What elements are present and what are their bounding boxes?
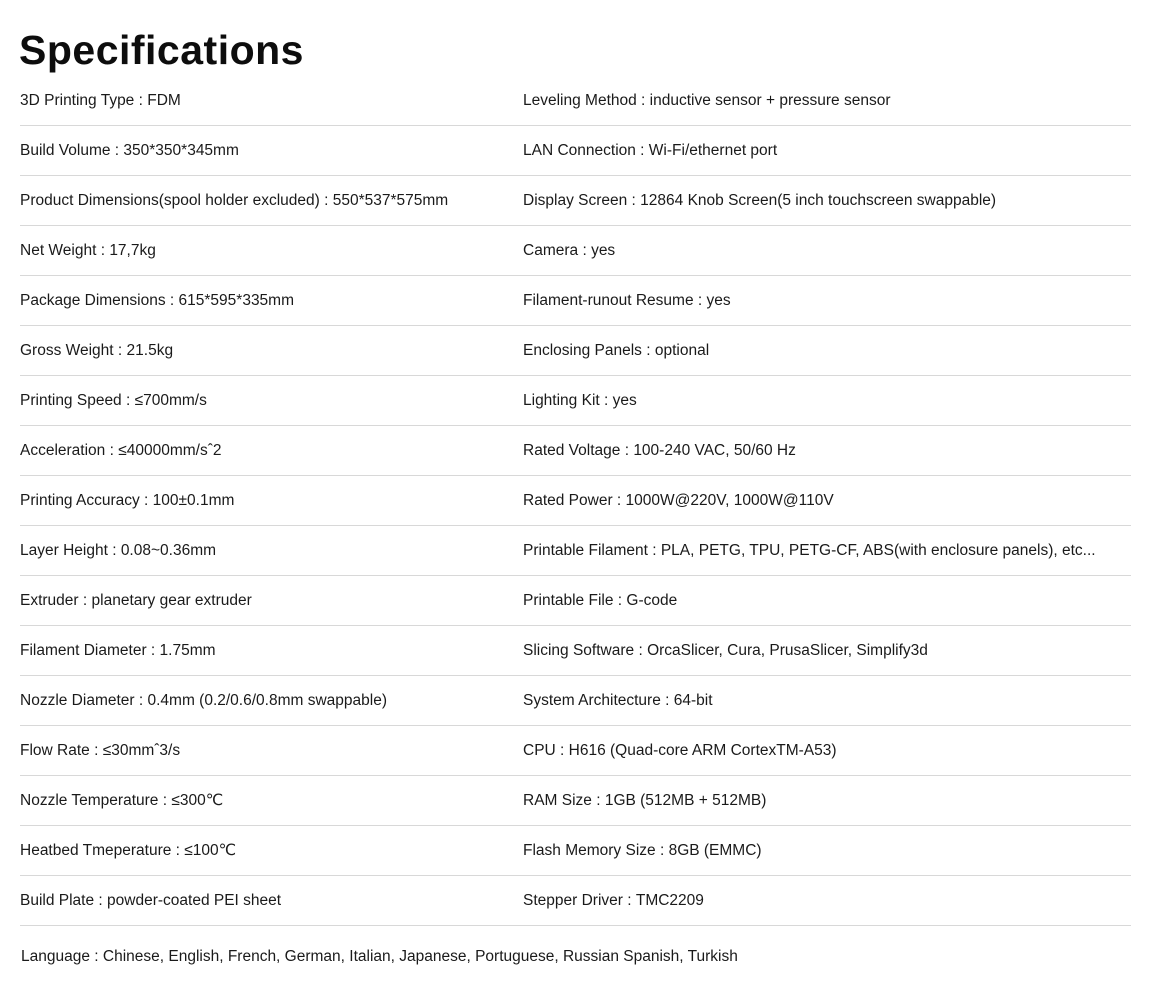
spec-separator: :	[555, 741, 569, 759]
spec-separator: :	[655, 841, 669, 859]
spec-separator: :	[139, 491, 153, 509]
spec-value: inductive sensor + pressure sensor	[649, 91, 891, 109]
spec-separator: :	[635, 141, 649, 159]
spec-separator: :	[599, 391, 613, 409]
spec-language	[21, 930, 738, 984]
spec-value: 350*350*345mm	[123, 141, 239, 159]
spec-row	[20, 826, 1131, 876]
spec-item-right	[523, 776, 1131, 825]
spec-separator: :	[641, 341, 655, 359]
spec-label: Filament-runout Resume	[523, 291, 694, 309]
spec-row	[20, 676, 1131, 726]
spec-value: Wi-Fi/ethernet port	[648, 141, 778, 159]
spec-item-right	[523, 476, 1131, 525]
spec-separator: :	[94, 891, 108, 909]
spec-label: Product Dimensions(spool holder excluded)	[20, 191, 320, 209]
spec-label: Build Plate	[20, 891, 95, 909]
spec-value: ≤700mm/s	[134, 391, 207, 409]
spec-value: G-code	[626, 591, 678, 609]
spec-row	[20, 776, 1131, 826]
spec-label: 3D Printing Type	[20, 91, 135, 109]
spec-label: Printing Accuracy	[20, 491, 140, 509]
spec-separator: :	[113, 341, 127, 359]
spec-separator: :	[107, 541, 121, 559]
spec-item-left	[20, 626, 523, 675]
spec-value: 64-bit	[673, 691, 713, 709]
spec-separator: :	[78, 591, 92, 609]
spec-row	[20, 176, 1131, 226]
spec-label: Heatbed Tmeperature	[20, 841, 172, 859]
spec-label: Enclosing Panels	[523, 341, 642, 359]
spec-separator: :	[613, 591, 627, 609]
spec-separator: :	[319, 191, 333, 209]
spec-value: H616 (Quad-core ARM CortexTM-A53)	[568, 741, 837, 759]
spec-label: Slicing Software	[523, 641, 635, 659]
spec-item-right	[523, 326, 1131, 375]
spec-label: Printable Filament	[523, 541, 648, 559]
spec-label: Nozzle Temperature	[20, 791, 159, 809]
spec-row	[20, 276, 1131, 326]
spec-value: yes	[591, 241, 616, 259]
spec-value: 1.75mm	[159, 641, 216, 659]
spec-label: Language	[21, 948, 90, 965]
spec-label: Display Screen	[523, 191, 628, 209]
spec-item-left	[20, 676, 523, 725]
spec-separator: :	[96, 241, 110, 259]
spec-value: TMC2209	[635, 891, 704, 909]
spec-separator: :	[636, 91, 650, 109]
spec-table	[20, 76, 1131, 926]
spec-row	[20, 226, 1131, 276]
spec-item-right	[523, 726, 1131, 775]
spec-label: Net Weight	[20, 241, 97, 259]
spec-separator: :	[146, 641, 160, 659]
spec-separator: :	[693, 291, 707, 309]
spec-item-right	[523, 176, 1131, 225]
spec-item-left	[20, 726, 523, 775]
spec-label: Rated Power	[523, 491, 613, 509]
spec-item-right	[523, 626, 1131, 675]
spec-label: Lighting Kit	[523, 391, 600, 409]
spec-label: Stepper Driver	[523, 891, 623, 909]
spec-item-right	[523, 276, 1131, 325]
spec-label: Nozzle Diameter	[20, 691, 135, 709]
spec-row	[20, 476, 1131, 526]
spec-separator: :	[612, 491, 626, 509]
spec-row	[20, 376, 1131, 426]
spec-label: Flow Rate	[20, 741, 90, 759]
spec-label: Leveling Method	[523, 91, 637, 109]
spec-label: Gross Weight	[20, 341, 114, 359]
spec-item-right	[523, 226, 1131, 275]
spec-value: PLA, PETG, TPU, PETG-CF, ABS(with enclosure panels), etc...	[660, 541, 1096, 559]
spec-value: FDM	[147, 91, 181, 109]
spec-row	[20, 326, 1131, 376]
spec-separator: :	[620, 441, 634, 459]
spec-label: Extruder	[20, 591, 79, 609]
spec-separator: :	[121, 391, 135, 409]
spec-item-right	[523, 576, 1131, 625]
spec-value: powder-coated PEI sheet	[107, 891, 282, 909]
spec-value: OrcaSlicer, Cura, PrusaSlicer, Simplify3d	[647, 641, 928, 659]
spec-item-left	[20, 376, 523, 425]
spec-item-left	[20, 426, 523, 475]
spec-value: ≤100℃	[184, 842, 237, 859]
spec-row	[20, 726, 1131, 776]
spec-row	[20, 576, 1131, 626]
spec-label: Printable File	[523, 591, 614, 609]
spec-value: 0.08~0.36mm	[120, 541, 217, 559]
spec-row	[20, 426, 1131, 476]
spec-separator: :	[165, 291, 179, 309]
spec-label: Filament Diameter	[20, 641, 147, 659]
spec-value: 0.4mm (0.2/0.6/0.8mm swappable)	[147, 691, 387, 709]
spec-item-left	[20, 476, 523, 525]
page-title: Specifications	[19, 27, 304, 73]
spec-item-left	[20, 776, 523, 825]
spec-separator: :	[647, 541, 661, 559]
spec-item-left	[20, 526, 523, 575]
spec-separator: :	[89, 948, 103, 965]
spec-item-left	[20, 76, 523, 125]
spec-separator: :	[660, 691, 674, 709]
spec-value: optional	[654, 341, 710, 359]
spec-separator: :	[578, 241, 592, 259]
spec-item-right	[523, 376, 1131, 425]
spec-label: System Architecture	[523, 691, 661, 709]
spec-label: Layer Height	[20, 541, 108, 559]
spec-row	[20, 126, 1131, 176]
spec-item-right	[523, 426, 1131, 475]
spec-separator: :	[171, 841, 185, 859]
spec-value: Chinese, English, French, German, Italian, Japanese, Portuguese, Russian Spanish, Turkish	[102, 948, 738, 965]
spec-label: Acceleration	[20, 441, 106, 459]
spec-value: ≤300℃	[171, 792, 224, 809]
spec-value: 100±0.1mm	[152, 491, 235, 509]
spec-label: Camera	[523, 241, 579, 259]
spec-label: RAM Size	[523, 791, 592, 809]
spec-label: Build Volume	[20, 141, 111, 159]
spec-value: 21.5kg	[126, 341, 174, 359]
spec-item-left	[20, 126, 523, 175]
spec-separator: :	[89, 741, 103, 759]
spec-item-right	[523, 876, 1131, 925]
spec-label: LAN Connection	[523, 141, 636, 159]
spec-value: 615*595*335mm	[178, 291, 295, 309]
spec-separator: :	[134, 691, 148, 709]
spec-item-left	[20, 226, 523, 275]
spec-separator: :	[158, 791, 172, 809]
spec-value: 1000W@220V, 1000W@110V	[625, 491, 834, 509]
spec-row	[20, 876, 1131, 926]
spec-separator: :	[105, 441, 119, 459]
spec-separator: :	[634, 641, 648, 659]
spec-item-right	[523, 126, 1131, 175]
spec-row	[20, 626, 1131, 676]
spec-row	[20, 526, 1131, 576]
spec-separator: :	[627, 191, 641, 209]
spec-value: 12864 Knob Screen(5 inch touchscreen swappable)	[640, 191, 997, 209]
spec-item-right	[523, 826, 1131, 875]
spec-label: Package Dimensions	[20, 291, 166, 309]
spec-row	[20, 76, 1131, 126]
spec-value: ≤40000mm/sˆ2	[118, 441, 222, 459]
spec-value: yes	[612, 391, 637, 409]
spec-value: yes	[706, 291, 731, 309]
spec-value: 100-240 VAC, 50/60 Hz	[633, 441, 796, 459]
spec-label: Flash Memory Size	[523, 841, 656, 859]
spec-value: 8GB (EMMC)	[668, 841, 762, 859]
spec-label: Printing Speed	[20, 391, 122, 409]
spec-value: ≤30mmˆ3/s	[102, 741, 181, 759]
spec-item-right	[523, 676, 1131, 725]
spec-item-left	[20, 576, 523, 625]
spec-item-right	[523, 526, 1131, 575]
spec-separator: :	[591, 791, 605, 809]
spec-value: 550*537*575mm	[332, 191, 449, 209]
spec-separator: :	[622, 891, 636, 909]
spec-item-left	[20, 176, 523, 225]
spec-value: planetary gear extruder	[91, 591, 252, 609]
spec-item-left	[20, 826, 523, 875]
spec-item-right	[523, 76, 1131, 125]
spec-separator: :	[110, 141, 124, 159]
spec-label: Rated Voltage	[523, 441, 621, 459]
spec-item-left	[20, 276, 523, 325]
spec-label: CPU	[523, 741, 556, 759]
spec-separator: :	[134, 91, 148, 109]
spec-item-left	[20, 326, 523, 375]
spec-item-left	[20, 876, 523, 925]
spec-value: 17,7kg	[109, 241, 156, 259]
spec-value: 1GB (512MB + 512MB)	[604, 791, 767, 809]
